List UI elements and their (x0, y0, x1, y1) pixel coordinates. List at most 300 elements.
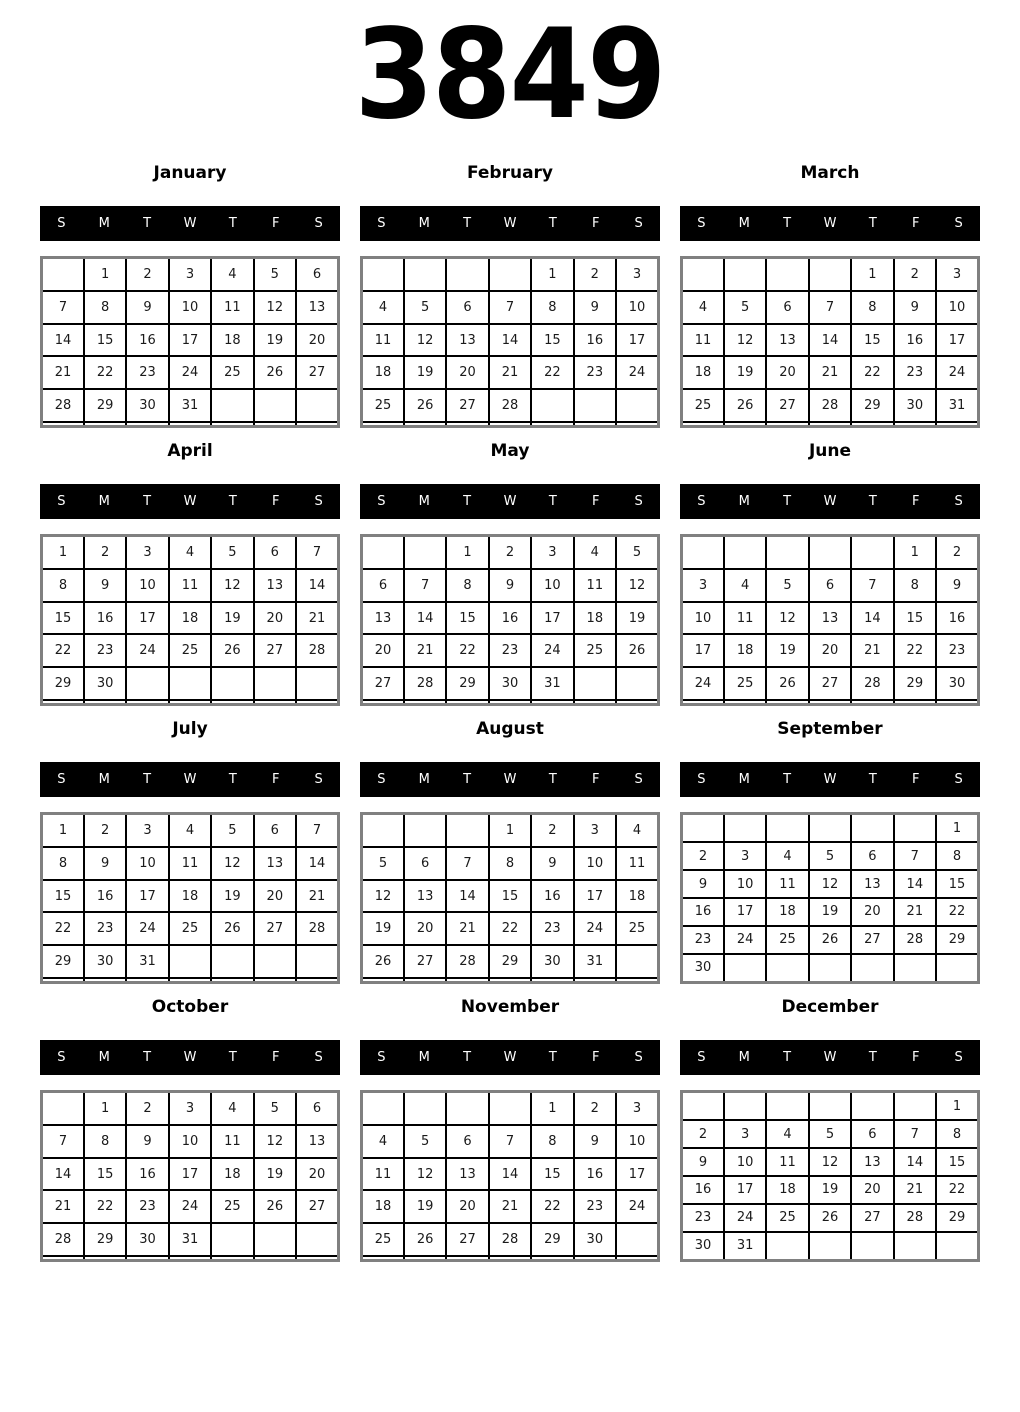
empty-day-cell (809, 1092, 851, 1121)
week-row (42, 324, 339, 357)
empty-day-cell (362, 1092, 404, 1126)
day-cell: 12 (809, 1148, 851, 1176)
day-cell: 16 (489, 602, 531, 635)
day-cell: 17 (616, 1158, 658, 1191)
day-cell: 24 (169, 356, 211, 389)
day-cell: 15 (42, 880, 84, 913)
day-cell: 23 (682, 1204, 724, 1232)
day-cell: 6 (446, 291, 488, 324)
day-cell: 7 (42, 1125, 84, 1158)
month-march (680, 164, 980, 428)
week-row (362, 258, 659, 292)
weekday-label: T (463, 216, 472, 231)
day-cell: 23 (126, 356, 168, 389)
empty-day-cell (362, 258, 404, 292)
week-row (682, 1148, 979, 1176)
month-may (360, 442, 660, 706)
empty-day-cell (362, 1256, 404, 1261)
day-cell: 29 (42, 945, 84, 978)
week-row (362, 1125, 659, 1158)
day-cell: 13 (362, 602, 404, 635)
day-cell: 7 (42, 291, 84, 324)
day-cell: 22 (531, 1190, 573, 1223)
day-cell: 16 (574, 324, 616, 357)
weekday-label: W (503, 494, 517, 509)
day-cell: 11 (766, 870, 808, 898)
empty-day-cell (766, 814, 808, 843)
empty-day-cell (809, 814, 851, 843)
month-grid-table (40, 812, 340, 984)
month-title: June (808, 441, 852, 461)
weekday-label: F (911, 1050, 920, 1065)
empty-day-cell (574, 422, 616, 427)
day-cell: 12 (211, 847, 253, 880)
day-cell: 11 (169, 569, 211, 602)
day-cell: 18 (574, 602, 616, 635)
empty-day-cell (766, 700, 808, 705)
empty-day-cell (724, 536, 766, 570)
week-row (42, 602, 339, 635)
empty-day-cell (211, 667, 253, 700)
day-cell: 1 (894, 536, 936, 570)
week-row (682, 926, 979, 954)
day-cell: 3 (169, 258, 211, 292)
weekday-header-bar (360, 206, 660, 241)
month-grid-table (680, 1090, 980, 1262)
empty-day-cell (169, 422, 211, 427)
day-cell: 27 (809, 667, 851, 700)
weekday-label: T (228, 1050, 237, 1065)
empty-day-cell (446, 700, 488, 705)
month-grid-table (40, 1090, 340, 1262)
empty-day-cell (682, 814, 724, 843)
weekday-label: F (911, 216, 920, 231)
month-april (40, 442, 340, 706)
day-cell: 21 (296, 602, 338, 635)
empty-day-cell (42, 258, 84, 292)
day-cell: 15 (851, 324, 893, 357)
day-cell: 3 (126, 814, 168, 848)
day-cell: 18 (724, 634, 766, 667)
week-row (682, 634, 979, 667)
day-cell: 16 (682, 898, 724, 926)
week-row (682, 898, 979, 926)
empty-day-cell (446, 978, 488, 983)
day-cell: 28 (489, 1223, 531, 1256)
empty-day-cell (126, 422, 168, 427)
day-cell: 22 (84, 356, 126, 389)
empty-day-cell (766, 1092, 808, 1121)
week-row (362, 814, 659, 848)
day-cell: 1 (446, 536, 488, 570)
empty-day-cell (809, 258, 851, 292)
empty-day-cell (84, 700, 126, 705)
day-cell: 14 (809, 324, 851, 357)
weekday-label: W (503, 1050, 517, 1065)
weekday-label: F (591, 494, 600, 509)
day-cell: 29 (42, 667, 84, 700)
day-cell: 22 (894, 634, 936, 667)
day-cell: 26 (724, 389, 766, 422)
day-cell: 25 (211, 1190, 253, 1223)
day-cell: 6 (446, 1125, 488, 1158)
day-cell: 15 (489, 880, 531, 913)
day-cell: 13 (404, 880, 446, 913)
empty-day-cell (211, 700, 253, 705)
empty-day-cell (531, 978, 573, 983)
weekday-label: S (634, 772, 643, 787)
day-cell: 26 (404, 1223, 446, 1256)
empty-day-cell (724, 700, 766, 705)
empty-day-cell (296, 1256, 338, 1261)
day-cell: 26 (211, 912, 253, 945)
day-cell: 5 (254, 258, 296, 292)
day-cell: 9 (936, 569, 978, 602)
weekday-label: S (377, 772, 386, 787)
day-cell: 19 (211, 602, 253, 635)
month-july (40, 720, 340, 984)
empty-day-cell (574, 667, 616, 700)
empty-day-cell (766, 258, 808, 292)
day-cell: 3 (531, 536, 573, 570)
day-cell: 20 (254, 602, 296, 635)
day-cell: 23 (574, 1190, 616, 1223)
day-cell: 25 (169, 634, 211, 667)
day-cell: 24 (936, 356, 978, 389)
weekday-label: S (377, 1050, 386, 1065)
day-cell: 8 (446, 569, 488, 602)
empty-day-cell (851, 1092, 893, 1121)
day-cell: 22 (42, 912, 84, 945)
day-cell: 15 (531, 324, 573, 357)
day-cell: 13 (296, 1125, 338, 1158)
day-cell: 3 (724, 842, 766, 870)
day-cell: 4 (616, 814, 658, 848)
empty-day-cell (489, 1092, 531, 1126)
empty-day-cell (531, 700, 573, 705)
day-cell: 2 (531, 814, 573, 848)
day-cell: 16 (682, 1176, 724, 1204)
weekday-label: S (697, 494, 706, 509)
day-cell: 7 (296, 536, 338, 570)
day-cell: 31 (169, 1223, 211, 1256)
empty-day-cell (169, 700, 211, 705)
empty-day-cell (446, 1256, 488, 1261)
weekday-label: M (98, 494, 110, 509)
empty-day-cell (489, 258, 531, 292)
empty-day-cell (296, 389, 338, 422)
week-row (682, 422, 979, 427)
week-row (42, 700, 339, 705)
empty-day-cell (169, 667, 211, 700)
day-cell: 6 (766, 291, 808, 324)
day-cell: 21 (42, 356, 84, 389)
day-cell: 9 (894, 291, 936, 324)
month-title: March (800, 163, 860, 183)
empty-day-cell (296, 1223, 338, 1256)
day-cell: 8 (84, 291, 126, 324)
day-cell: 24 (169, 1190, 211, 1223)
day-cell: 21 (42, 1190, 84, 1223)
empty-day-cell (851, 1232, 893, 1261)
day-cell: 1 (936, 1092, 978, 1121)
day-cell: 23 (574, 356, 616, 389)
day-cell: 4 (362, 291, 404, 324)
day-cell: 27 (446, 389, 488, 422)
weekday-label: T (868, 494, 877, 509)
day-cell: 31 (936, 389, 978, 422)
empty-day-cell (42, 422, 84, 427)
day-cell: 31 (531, 667, 573, 700)
day-cell: 4 (724, 569, 766, 602)
empty-day-cell (254, 389, 296, 422)
day-cell: 3 (616, 258, 658, 292)
weekday-label: S (314, 1050, 323, 1065)
year-title (0, 0, 1020, 150)
week-row (362, 634, 659, 667)
day-cell: 25 (616, 912, 658, 945)
empty-day-cell (616, 667, 658, 700)
day-cell: 17 (169, 324, 211, 357)
empty-day-cell (682, 700, 724, 705)
empty-day-cell (531, 389, 573, 422)
day-cell: 21 (894, 1176, 936, 1204)
weekday-label: S (377, 216, 386, 231)
weekday-header-bar (40, 206, 340, 241)
empty-day-cell (254, 700, 296, 705)
day-cell: 7 (851, 569, 893, 602)
weekday-label: T (783, 1050, 792, 1065)
day-cell: 28 (894, 1204, 936, 1232)
day-cell: 25 (766, 926, 808, 954)
day-cell: 27 (296, 1190, 338, 1223)
day-cell: 15 (894, 602, 936, 635)
empty-day-cell (766, 954, 808, 983)
day-cell: 9 (531, 847, 573, 880)
day-cell: 17 (126, 880, 168, 913)
day-cell: 31 (574, 945, 616, 978)
week-row (42, 1256, 339, 1261)
day-cell: 2 (489, 536, 531, 570)
day-cell: 27 (296, 356, 338, 389)
day-cell: 16 (894, 324, 936, 357)
day-cell: 23 (84, 634, 126, 667)
empty-day-cell (211, 978, 253, 983)
day-cell: 21 (489, 1190, 531, 1223)
month-title: January (153, 163, 227, 183)
day-cell: 18 (169, 602, 211, 635)
weekday-label: S (697, 216, 706, 231)
day-cell: 29 (936, 926, 978, 954)
empty-day-cell (126, 700, 168, 705)
day-cell: 19 (362, 912, 404, 945)
day-cell: 5 (254, 1092, 296, 1126)
day-cell: 14 (894, 870, 936, 898)
day-cell: 19 (211, 880, 253, 913)
day-cell: 27 (851, 926, 893, 954)
day-cell: 25 (724, 667, 766, 700)
empty-day-cell (254, 945, 296, 978)
weekday-label: T (783, 772, 792, 787)
month-grid-table (40, 534, 340, 706)
week-row (682, 258, 979, 292)
day-cell: 12 (362, 880, 404, 913)
day-cell: 16 (574, 1158, 616, 1191)
week-row (362, 945, 659, 978)
day-cell: 2 (126, 258, 168, 292)
week-row (682, 1204, 979, 1232)
empty-day-cell (362, 978, 404, 983)
day-cell: 3 (616, 1092, 658, 1126)
day-cell: 8 (851, 291, 893, 324)
day-cell: 6 (254, 814, 296, 848)
day-cell: 31 (126, 945, 168, 978)
empty-day-cell (296, 945, 338, 978)
day-cell: 8 (42, 847, 84, 880)
day-cell: 12 (809, 870, 851, 898)
day-cell: 28 (489, 389, 531, 422)
month-title: September (777, 719, 883, 739)
empty-day-cell (936, 700, 978, 705)
day-cell: 11 (682, 324, 724, 357)
week-row (42, 356, 339, 389)
week-row (682, 1232, 979, 1261)
empty-day-cell (296, 700, 338, 705)
empty-day-cell (936, 1232, 978, 1261)
empty-day-cell (809, 536, 851, 570)
day-cell: 21 (809, 356, 851, 389)
day-cell: 18 (766, 1176, 808, 1204)
day-cell: 29 (489, 945, 531, 978)
day-cell: 14 (42, 1158, 84, 1191)
weekday-label: W (823, 494, 837, 509)
week-row (682, 1176, 979, 1204)
empty-day-cell (362, 422, 404, 427)
empty-day-cell (616, 422, 658, 427)
day-cell: 15 (42, 602, 84, 635)
weekday-label: F (911, 494, 920, 509)
weekday-label: M (98, 772, 110, 787)
day-cell: 8 (84, 1125, 126, 1158)
day-cell: 4 (766, 842, 808, 870)
day-cell: 25 (362, 389, 404, 422)
week-row (362, 1256, 659, 1261)
day-cell: 18 (682, 356, 724, 389)
empty-day-cell (254, 1223, 296, 1256)
month-december (680, 998, 980, 1262)
empty-day-cell (682, 536, 724, 570)
day-cell: 17 (169, 1158, 211, 1191)
day-cell: 6 (254, 536, 296, 570)
week-row (42, 1158, 339, 1191)
empty-day-cell (809, 700, 851, 705)
day-cell: 13 (766, 324, 808, 357)
weekday-label: T (548, 494, 557, 509)
day-cell: 1 (42, 814, 84, 848)
empty-day-cell (851, 536, 893, 570)
weekday-label: M (738, 1050, 750, 1065)
day-cell: 26 (766, 667, 808, 700)
empty-day-cell (936, 954, 978, 983)
week-row (362, 880, 659, 913)
day-cell: 28 (404, 667, 446, 700)
empty-day-cell (616, 945, 658, 978)
day-cell: 4 (169, 814, 211, 848)
day-cell: 6 (851, 1120, 893, 1148)
day-cell: 29 (446, 667, 488, 700)
weekday-label: T (228, 216, 237, 231)
day-cell: 11 (724, 602, 766, 635)
day-cell: 25 (211, 356, 253, 389)
day-cell: 7 (296, 814, 338, 848)
weekday-label: T (143, 494, 152, 509)
day-cell: 28 (296, 634, 338, 667)
day-cell: 13 (851, 870, 893, 898)
day-cell: 12 (404, 324, 446, 357)
day-cell: 14 (446, 880, 488, 913)
day-cell: 4 (574, 536, 616, 570)
day-cell: 11 (766, 1148, 808, 1176)
empty-day-cell (574, 1256, 616, 1261)
day-cell: 19 (254, 324, 296, 357)
day-cell: 12 (724, 324, 766, 357)
month-title: April (167, 441, 213, 461)
empty-day-cell (404, 814, 446, 848)
empty-day-cell (851, 422, 893, 427)
day-cell: 23 (682, 926, 724, 954)
empty-day-cell (682, 258, 724, 292)
weekday-label: T (228, 772, 237, 787)
empty-day-cell (42, 700, 84, 705)
week-row (362, 1092, 659, 1126)
day-cell: 13 (254, 847, 296, 880)
day-cell: 5 (362, 847, 404, 880)
weekday-label: W (183, 494, 197, 509)
day-cell: 6 (404, 847, 446, 880)
week-row (42, 1190, 339, 1223)
empty-day-cell (211, 389, 253, 422)
year-title-text: 3849 (354, 3, 666, 147)
day-cell: 27 (254, 912, 296, 945)
day-cell: 10 (126, 847, 168, 880)
weekday-header-bar (680, 1040, 980, 1075)
empty-day-cell (254, 422, 296, 427)
week-row (362, 700, 659, 705)
day-cell: 7 (404, 569, 446, 602)
day-cell: 13 (851, 1148, 893, 1176)
day-cell: 5 (766, 569, 808, 602)
day-cell: 24 (724, 926, 766, 954)
day-cell: 1 (531, 1092, 573, 1126)
weekday-label: S (57, 1050, 66, 1065)
weekday-label: S (57, 772, 66, 787)
week-row (42, 978, 339, 983)
day-cell: 18 (211, 1158, 253, 1191)
empty-day-cell (296, 978, 338, 983)
day-cell: 22 (851, 356, 893, 389)
day-cell: 17 (574, 880, 616, 913)
week-row (362, 356, 659, 389)
empty-day-cell (724, 1092, 766, 1121)
day-cell: 13 (446, 1158, 488, 1191)
day-cell: 20 (809, 634, 851, 667)
week-row (362, 912, 659, 945)
empty-day-cell (211, 1223, 253, 1256)
empty-day-cell (446, 1092, 488, 1126)
weekday-label: F (591, 216, 600, 231)
day-cell: 3 (682, 569, 724, 602)
day-cell: 12 (766, 602, 808, 635)
